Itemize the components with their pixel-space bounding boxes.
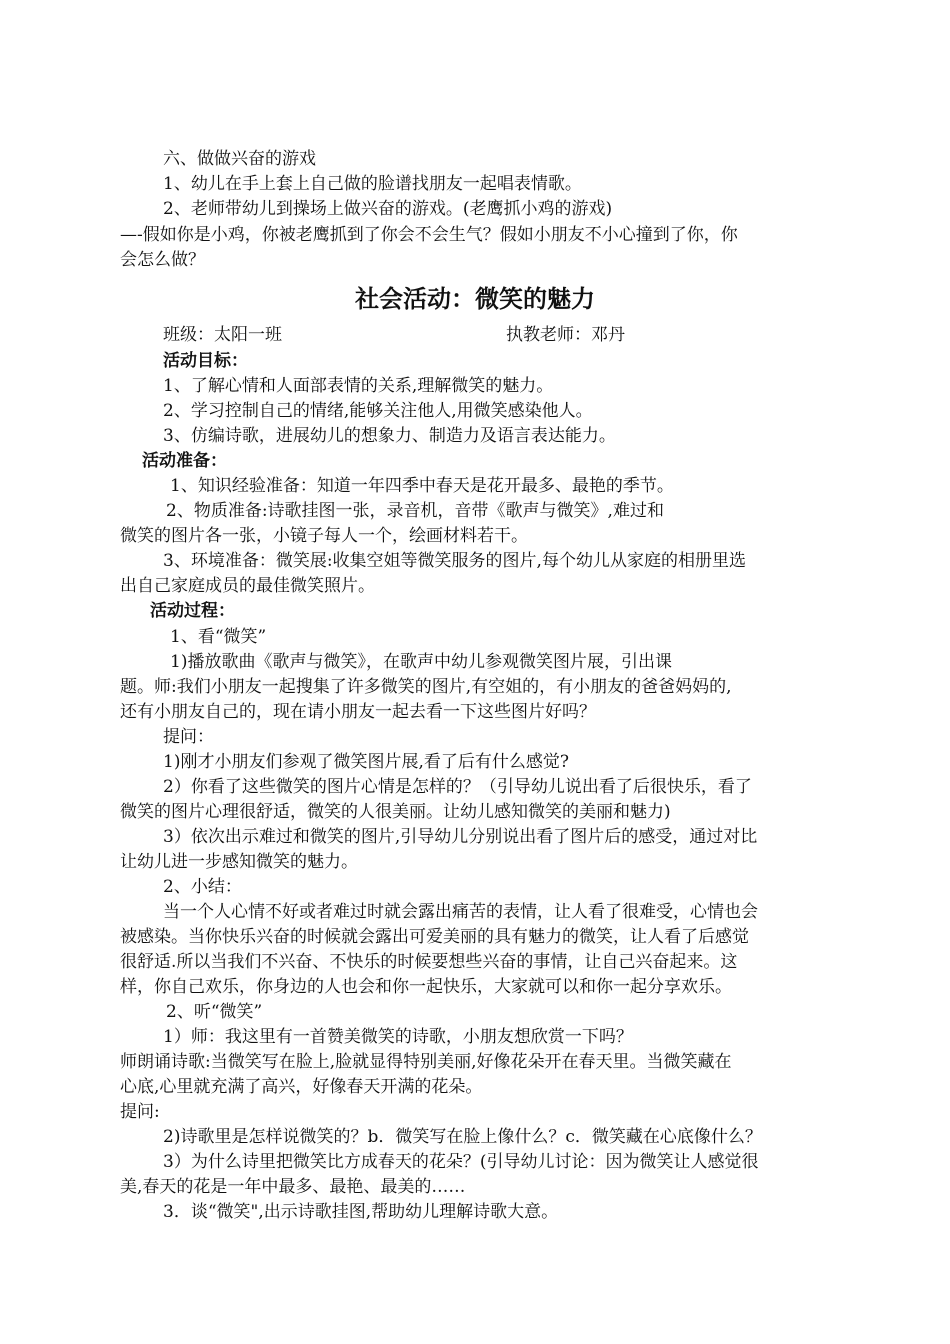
text-line: 会怎么做？ [120, 250, 205, 270]
teacher-label: 执教老师：邓丹 [506, 325, 625, 345]
text-line: 还有小朋友自己的，现在请小朋友一起去看一下这些图片好吗？ [120, 702, 596, 722]
text-line: 3、仿编诗歌，进展幼儿的想象力、制造力及语言表达能力。 [163, 426, 616, 446]
text-line: 2、老师带幼儿到操场上做兴奋的游戏。(老鹰抓小鸡的游戏) [163, 199, 613, 219]
class-label: 班级：太阳一班 [163, 325, 282, 345]
text-line: 心底,心里就充满了高兴，好像春天开满的花朵。 [120, 1077, 483, 1097]
text-line: 2、听“微笑” [166, 1002, 263, 1022]
text-line: 师朗诵诗歌:当微笑写在脸上,脸就显得特别美丽,好像花朵开在春天里。当微笑藏在 [120, 1052, 732, 1072]
text-line: 1、知识经验准备：知道一年四季中春天是花开最多、最艳的季节。 [170, 476, 674, 496]
text-line: 3．谈“微笑",出示诗歌挂图,帮助幼儿理解诗歌大意。 [163, 1202, 559, 1222]
text-line: 2）你看了这些微笑的图片心情是怎样的？（引导幼儿说出看了后很快乐，看了 [163, 777, 752, 797]
section-heading: 活动过程： [150, 601, 235, 621]
text-line: 被感染。当你快乐兴奋的时候就会露出可爱美丽的具有魅力的微笑，让人看了后感觉 [120, 927, 749, 947]
text-line: 1、看“微笑” [170, 627, 267, 647]
section-heading: 活动目标： [163, 351, 248, 371]
text-line: 题。师:我们小朋友一起搜集了许多微笑的图片,有空姐的，有小朋友的爸爸妈妈的, [120, 677, 732, 697]
text-line: 1、幼儿在手上套上自己做的脸谱找朋友一起唱表情歌。 [163, 174, 582, 194]
text-line: 微笑的图片心理很舒适，微笑的人很美丽。让幼儿感知微笑的美丽和魅力) [120, 802, 671, 822]
text-line: 美,春天的花是一年中最多、最艳、最美的…… [120, 1177, 466, 1197]
text-line: 很舒适.所以当我们不兴奋、不快乐的时候要想些兴奋的事情，让自己兴奋起来。这 [120, 952, 738, 972]
text-line: 1、了解心情和人面部表情的关系,理解微笑的魅力。 [163, 376, 554, 396]
text-line: 1)播放歌曲《歌声与微笑》，在歌声中幼儿参观微笑图片展，引出课 [170, 652, 672, 672]
page-title: 社会活动：微笑的魅力 [355, 284, 595, 313]
text-line: 六、做做兴奋的游戏 [163, 149, 316, 169]
text-line: 1）师：我这里有一首赞美微笑的诗歌，小朋友想欣赏一下吗？ [163, 1027, 633, 1047]
section-heading: 活动准备： [142, 451, 227, 471]
text-line: 3、环境准备：微笑展:收集空姐等微笑服务的图片,每个幼儿从家庭的相册里选 [163, 551, 746, 571]
text-line: 提问: [120, 1102, 160, 1122]
text-line: 微笑的图片各一张，小镜子每人一个，绘画材料若干。 [120, 526, 528, 546]
text-line: 2、物质准备:诗歌挂图一张，录音机，音带《歌声与微笑》,难过和 [166, 501, 664, 521]
text-line: 3）依次出示难过和微笑的图片,引导幼儿分别说出看了图片后的感受，通过对比 [163, 827, 758, 847]
text-line: 出自己家庭成员的最佳微笑照片。 [120, 576, 375, 596]
text-line: 2、小结： [163, 877, 242, 897]
text-line: 2、学习控制自己的情绪,能够关注他人,用微笑感染他人。 [163, 401, 593, 421]
text-line: 2)诗歌里是怎样说微笑的？b．微笑写在脸上像什么？c．微笑藏在心底像什么？ [163, 1127, 762, 1147]
text-line: 提问： [163, 727, 214, 747]
text-line: 样，你自己欢乐，你身边的人也会和你一起快乐，大家就可以和你一起分享欢乐。 [120, 977, 732, 997]
text-line: —-假如你是小鸡，你被老鹰抓到了你会不会生气？假如小朋友不小心撞到了你，你 [120, 225, 738, 245]
text-line: 1)刚才小朋友们参观了微笑图片展,看了后有什么感觉? [163, 752, 569, 772]
text-line: 让幼儿进一步感知微笑的魅力。 [120, 852, 358, 872]
text-line: 当一个人心情不好或者难过时就会露出痛苦的表情，让人看了很难受，心情也会 [163, 902, 758, 922]
text-line: 3）为什么诗里把微笑比方成春天的花朵？(引导幼儿讨论：因为微笑让人感觉很 [163, 1152, 759, 1172]
